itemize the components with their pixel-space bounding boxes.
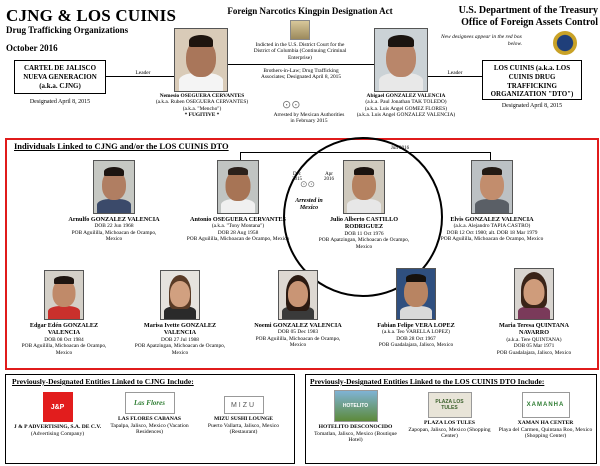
julio-photo [343,160,385,214]
abigael-info [346,93,466,119]
leader-label-left: Leader [128,70,158,76]
entity-mizu [196,396,291,436]
las-flores-detail: Tapalpa, Jalisco, Mexico (Vacation Residences) [110,422,189,436]
act-title: Foreign Narcotics Kingpin Designation Act [227,6,393,16]
fabian-pob: POB Guadalajara, Jalisco, Mexico [378,342,454,349]
dec-2015-label: Dec 2015 [292,172,302,182]
abigael-aka2: (a.k.a. Luis Angel GOMEZ FLORES) [364,105,448,112]
fabian-photo [396,268,436,320]
antonio-pob: POB Aguililla, Michoacan de Ocampo, Mexico [186,236,290,243]
elvis-dob: DOB 12 Oct 1980; alt. DOB 18 Mar 1979 [446,229,538,236]
person-marisa [132,270,228,356]
elvis-name: Elvis GONZALEZ VALENCIA [450,216,534,223]
cjng-entities-title: Previously-Designated Entities Linked to CJNG Include: [12,377,194,386]
antonio-name: Antonio OSEGUERA CERVANTES [190,216,286,223]
plaza-los-tules-logo-icon: PLAZA LOS TULES [428,392,472,418]
entity-hotelito [308,390,403,444]
entity-xaman-ha [498,392,593,440]
marisa-name: Marisa Ivette GONZALEZ VALENCIA [143,322,217,337]
mizu-name: MIZU SUSHI LOUNGE [213,416,274,422]
elvis-pob: POB Aguililla, Michoacan de Ocampo, Mexico [440,236,544,243]
maria-teresa-pob: POB Guadalajara, Jalisco, Mexico [496,349,572,356]
nemesio-name: Nemesio OSEGUERA CERVANTES [159,93,245,99]
person-elvis [432,160,552,243]
handcuffs-icon-small: ⊙⊙ [300,180,316,190]
jp-name: J & P ADVERTISING, S.A. DE C.V. [13,424,102,430]
julio-dob: DOB 11 Oct 1976 [344,230,384,237]
nemesio-photo [174,28,228,92]
arnulfo-pob: POB Aguililla, Michoacan de Ocampo, Mexico [71,229,157,243]
nemesio-info [148,93,256,119]
hotelito-detail: Tomatlan, Jalisco, Mexico (Boutique Hotel) [314,430,397,444]
person-julio [316,160,412,250]
fabian-dob: DOB 28 Oct 1967 [396,335,436,342]
linked-individuals-title: Individuals Linked to CJNG and/or the LOS CUINIS DTO [14,141,229,151]
julio-pob: POB Apatzingan, Michoacan de Ocampo, Mexico [318,237,410,250]
cjng-box: CARTEL DE JALISCO NUEVA GENERACION (a.k.a. CJNG) [14,60,106,94]
marisa-dob: DOB 27 Jul 1988 [161,336,199,343]
abigael-photo [374,28,428,92]
handcuffs-icon: ⊙⊙ [282,98,301,111]
cuinis-entities-title: Previously-Designated Entities Linked to the LOS CUINIS DTO Include: [310,377,545,386]
office-name: Office of Foreign Assets Control [461,17,598,28]
antonio-dob: DOB 28 Aug 1958 [217,229,259,236]
xaman-ha-logo-icon: XAMANHA [522,392,570,418]
new-designees-note: New designees appear in the red box below. [440,34,522,47]
arnulfo-photo [93,160,135,214]
person-edgar [16,270,112,356]
maria-teresa-name: Maria Teresa QUINTANA NAVARRO [499,322,569,337]
abigael-aka1: (a.k.a. Paul Jonathan TAK TOLEDO) [365,99,447,106]
plaza-los-tules-name: PLAZA LOS TULES [424,420,475,426]
arnulfo-name: Arnulfo GONZALEZ VALENCIA [68,216,160,223]
jun-2016-label: Jun 2016 [390,146,410,151]
hotelito-logo-icon: HOTELITO [334,390,378,422]
leader-label-right: Leader [440,70,470,76]
abigael-name: Abigael GONZALEZ VALENCIA [366,93,446,99]
brothers-note: Brothers-in-Law; Drug Trafficking Associates; Designated April 8, 2015 [260,68,342,81]
antonio-photo [217,160,259,214]
nemesio-aka2: (a.k.a. "Mencho") [182,105,222,112]
noemi-pob: POB Aguililla, Michoacan de Ocampo, Mexico [255,335,341,349]
person-arnulfo [66,160,162,243]
antonio-aka: (a.k.a. "Tony Montana") [211,223,265,230]
entity-plaza-los-tules [402,392,497,440]
fabian-aka: (a.k.a. Teo VARELLA LOPEZ) [382,329,450,336]
arnulfo-dob: DOB 22 Jun 1968 [94,223,134,230]
noemi-photo [278,270,318,320]
arrested-note: Arrested by Mexican Authorities in February 2015 [273,112,345,125]
mizu-logo-icon: MIZU [224,396,264,414]
page-date: October 2016 [6,43,58,53]
edgar-photo [44,270,84,320]
las-flores-name: LAS FLORES CABANAS [117,416,182,422]
edgar-name: Edgar Edén GONZALEZ VALENCIA [29,322,99,337]
abigael-aka3: (a.k.a. Luis Angel GONZALEZ VALENCIA) [356,112,456,119]
mizu-detail: Puerto Vallarta, Jalisco, Mexico (Restaurant) [207,422,280,436]
entity-jp-advertising [10,392,105,437]
plaza-los-tules-detail: Zapopan, Jalisco, Mexico (Shopping Center) [408,426,491,440]
elvis-aka: (a.k.a. Alejandro TAPIA CASTRO) [453,223,531,230]
cjng-designated: Designated April 8, 2015 [29,99,91,105]
noemi-dob: DOB 05 Dec 1983 [277,329,319,336]
jp-detail: (Advertising Company) [30,430,85,437]
person-fabian [368,268,464,349]
noemi-name: Noemi GONZALEZ VALENCIA [254,322,342,329]
marisa-photo [160,270,200,320]
cuinis-box: LOS CUINIS (a.k.a. LOS CUINIS DRUG TRAFFICKING ORGANIZATION "DTO") [482,60,582,100]
elvis-photo [471,160,513,214]
cuinis-designated: Designated April 8, 2015 [501,103,563,109]
person-maria-teresa [486,268,582,356]
treasury-seal-icon [553,31,577,55]
agency-name: U.S. Department of the Treasury [458,5,598,16]
page-title: CJNG & LOS CUINIS [6,6,177,25]
las-flores-logo-icon: Las Flores [125,392,175,414]
person-noemi [250,270,346,349]
person-antonio [186,160,290,243]
indicted-note: Indicted in the U.S. District Court for the District of Columbia (Continuing Criminal Enterprise) [253,42,347,61]
maria-teresa-dob: DOB 05 Mar 1971 [513,343,555,350]
marisa-pob: POB Apatzingan, Michoacan de Ocampo, Mexico [134,343,226,356]
julio-name: Julio Alberto CASTILLO RODRIGUEZ [329,216,399,231]
edgar-dob: DOB 08 Oct 1984 [44,336,84,343]
entity-las-flores [102,392,197,436]
apr-2016-label: Apr 2016 [324,172,334,182]
hotelito-name: HOTELITO DESCONOCIDO [318,424,393,430]
jp-logo-icon: J&P [43,392,73,422]
fabian-name: Fabian Felipe VERA LOPEZ [377,322,455,329]
maria-teresa-photo [514,268,554,320]
page-subtitle: Drug Trafficking Organizations [6,25,129,35]
xaman-ha-detail: Playa del Carmen, Quintana Roo, Mexico (Shopping Center) [498,426,593,440]
court-building-icon [290,20,310,40]
maria-teresa-aka: (a.k.a. Tere QUINTANA) [506,336,562,343]
xaman-ha-name: XAMAN HA CENTER [517,420,574,426]
arrested-in-mexico-label: Arrested in Mexico [295,198,323,211]
nemesio-status: * FUGITIVE * [184,112,220,119]
edgar-pob: POB Aguililla, Michoacan de Ocampo, Mexico [21,343,107,356]
nemesio-aka1: (a.k.a. Ruben OSEGUERA CERVANTES) [155,99,249,106]
brothers-line [228,64,374,65]
